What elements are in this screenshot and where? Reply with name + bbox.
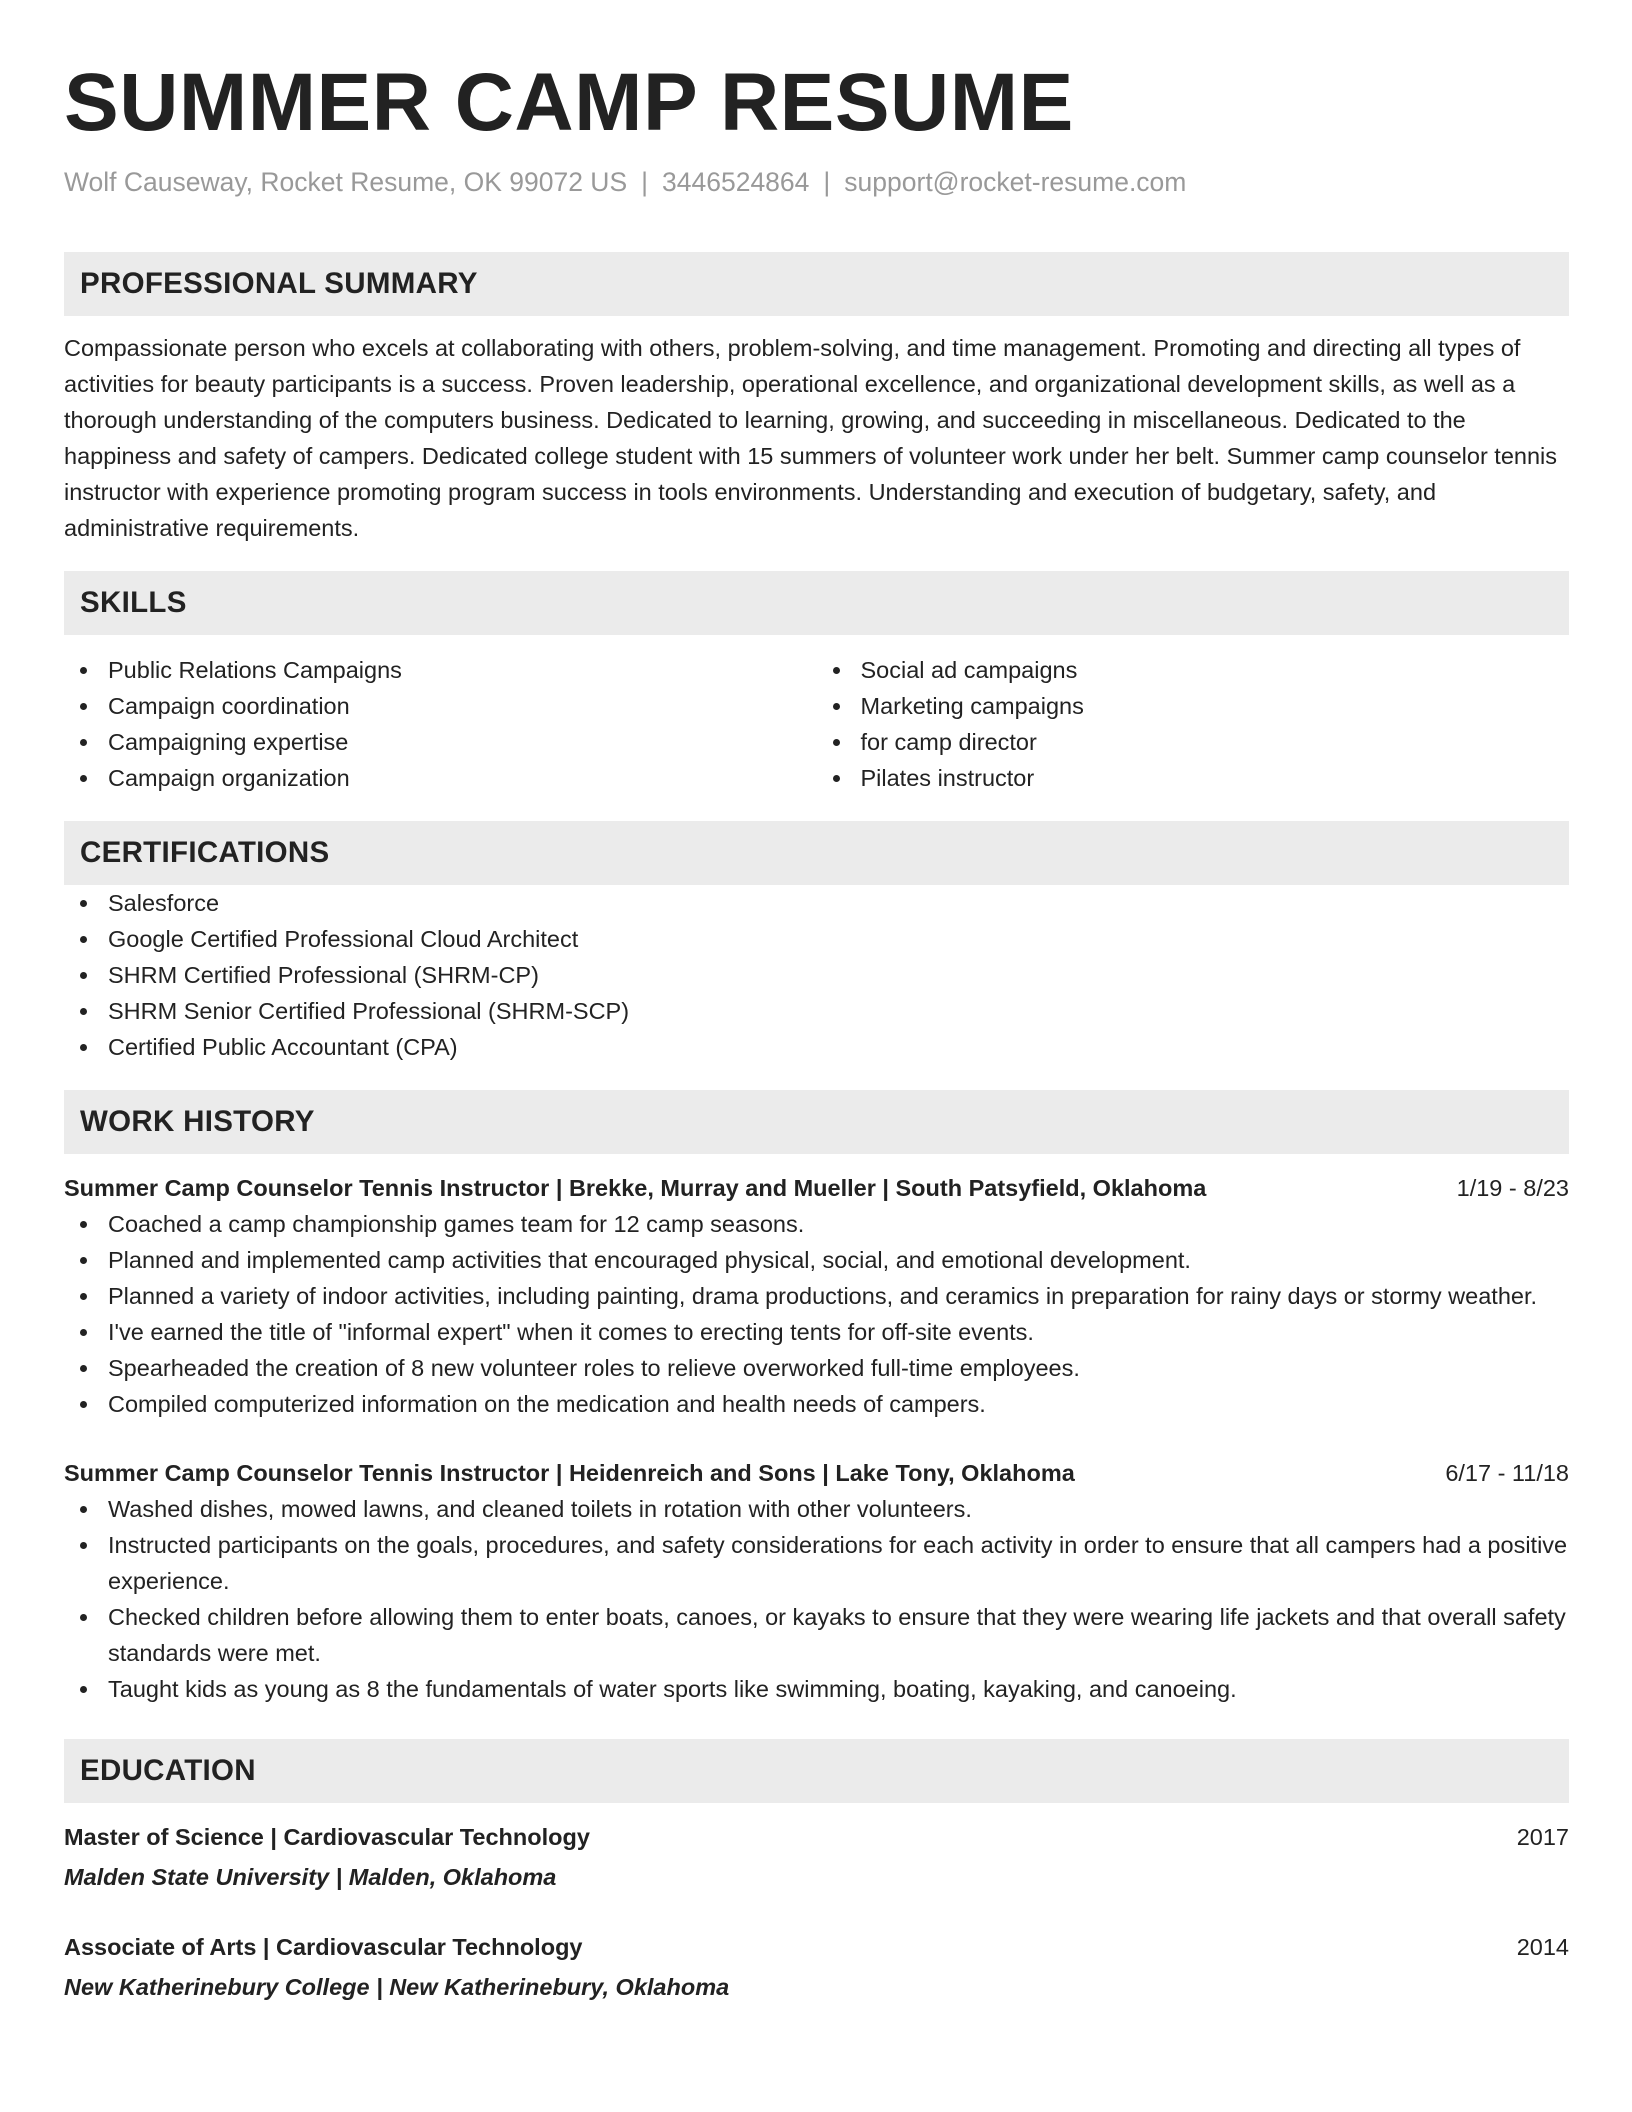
section-heading-summary: PROFESSIONAL SUMMARY xyxy=(64,252,1569,316)
job-dates: 6/17 - 11/18 xyxy=(1445,1459,1569,1486)
contact-address: Wolf Causeway, Rocket Resume, OK 99072 US xyxy=(64,167,628,197)
section-heading-work-history: WORK HISTORY xyxy=(64,1090,1569,1154)
job-bullet: Planned and implemented camp activities that encouraged physical, social, and emotional development. xyxy=(64,1242,1569,1278)
skill-item: Public Relations Campaigns xyxy=(64,652,817,688)
skills-list-left xyxy=(64,652,817,796)
education-degree: Master of Science | Cardiovascular Technology xyxy=(64,1823,590,1850)
job-bullet: I've earned the title of "informal expert" when it comes to erecting tents for off-site events. xyxy=(64,1314,1569,1350)
job-bullet: Compiled computerized information on the medication and health needs of campers. xyxy=(64,1386,1569,1422)
contact-separator: | xyxy=(641,167,649,197)
contact-line xyxy=(64,167,1569,199)
job-bullet: Planned a variety of indoor activities, including painting, drama productions, and ceramics in preparation for rainy days or stormy weather. xyxy=(64,1278,1569,1314)
job-bullet: Checked children before allowing them to enter boats, canoes, or kayaks to ensure that they were wearing life jackets and that overall safety standards were met. xyxy=(64,1599,1569,1671)
education-degree: Associate of Arts | Cardiovascular Technology xyxy=(64,1933,583,1960)
certification-item: SHRM Senior Certified Professional (SHRM-SCP) xyxy=(64,993,1569,1029)
job-bullet: Instructed participants on the goals, procedures, and safety considerations for each activity in order to ensure that all campers had a positive experience. xyxy=(64,1527,1569,1599)
skill-item: Marketing campaigns xyxy=(817,688,1570,724)
certification-item: Google Certified Professional Cloud Architect xyxy=(64,921,1569,957)
education-header xyxy=(64,1929,1569,1965)
education-header xyxy=(64,1819,1569,1855)
job-bullet: Spearheaded the creation of 8 new volunteer roles to relieve overworked full-time employees. xyxy=(64,1350,1569,1386)
skill-item: for camp director xyxy=(817,724,1570,760)
skills-columns xyxy=(64,652,1569,796)
job-bullet: Taught kids as young as 8 the fundamentals of water sports like swimming, boating, kayaking, and canoeing. xyxy=(64,1671,1569,1707)
resume-title: SUMMER CAMP RESUME xyxy=(64,57,1074,148)
job-dates: 1/19 - 8/23 xyxy=(1456,1174,1569,1201)
skill-item: Social ad campaigns xyxy=(817,652,1570,688)
job-bullet: Washed dishes, mowed lawns, and cleaned toilets in rotation with other volunteers. xyxy=(64,1491,1569,1527)
certification-item: Salesforce xyxy=(64,885,1569,921)
skill-item: Pilates instructor xyxy=(817,760,1570,796)
job-header xyxy=(64,1455,1569,1491)
education-school: Malden State University | Malden, Oklahoma xyxy=(64,1863,557,1890)
skill-item: Campaigning expertise xyxy=(64,724,817,760)
job-bullet: Coached a camp championship games team for 12 camp seasons. xyxy=(64,1206,1569,1242)
certifications-list xyxy=(64,885,1569,1065)
contact-email: support@rocket-resume.com xyxy=(844,167,1187,197)
contact-separator: | xyxy=(823,167,831,197)
section-heading-skills: SKILLS xyxy=(64,571,1569,635)
skill-item: Campaign organization xyxy=(64,760,817,796)
skills-list-right xyxy=(817,652,1570,796)
skill-item: Campaign coordination xyxy=(64,688,817,724)
job-title: Summer Camp Counselor Tennis Instructor | Brekke, Murray and Mueller | South Patsyfield, Oklahoma xyxy=(64,1174,1207,1201)
education-school: New Katherinebury College | New Katherinebury, Oklahoma xyxy=(64,1973,730,2000)
education-year: 2017 xyxy=(1516,1823,1569,1850)
section-heading-certifications: CERTIFICATIONS xyxy=(64,821,1569,885)
job-bullets xyxy=(64,1206,1569,1422)
job-header xyxy=(64,1170,1569,1206)
contact-phone: 3446524864 xyxy=(662,167,810,197)
summary-text: Compassionate person who excels at collaborating with others, problem-solving, and time management. Promoting and directing all types of activities for beauty participants is a success. Proven leadership, operational excellence, and organizational development skills, as well as a thorough understanding of the computers business. Dedicated to learning, growing, and succeeding in miscellaneous. Dedicated to the happiness and safety of campers. Dedicated college student with 15 summers of volunteer work under her belt. Summer camp counselor tennis instructor with experience promoting program success in tools environments. Understanding and execution of budgetary, safety, and administrative requirements. xyxy=(64,334,1558,541)
certification-item: Certified Public Accountant (CPA) xyxy=(64,1029,1569,1065)
section-heading-education: EDUCATION xyxy=(64,1739,1569,1803)
job-title: Summer Camp Counselor Tennis Instructor | Heidenreich and Sons | Lake Tony, Oklahoma xyxy=(64,1459,1075,1486)
education-year: 2014 xyxy=(1516,1933,1569,1960)
job-bullets xyxy=(64,1491,1569,1707)
certification-item: SHRM Certified Professional (SHRM-CP) xyxy=(64,957,1569,993)
